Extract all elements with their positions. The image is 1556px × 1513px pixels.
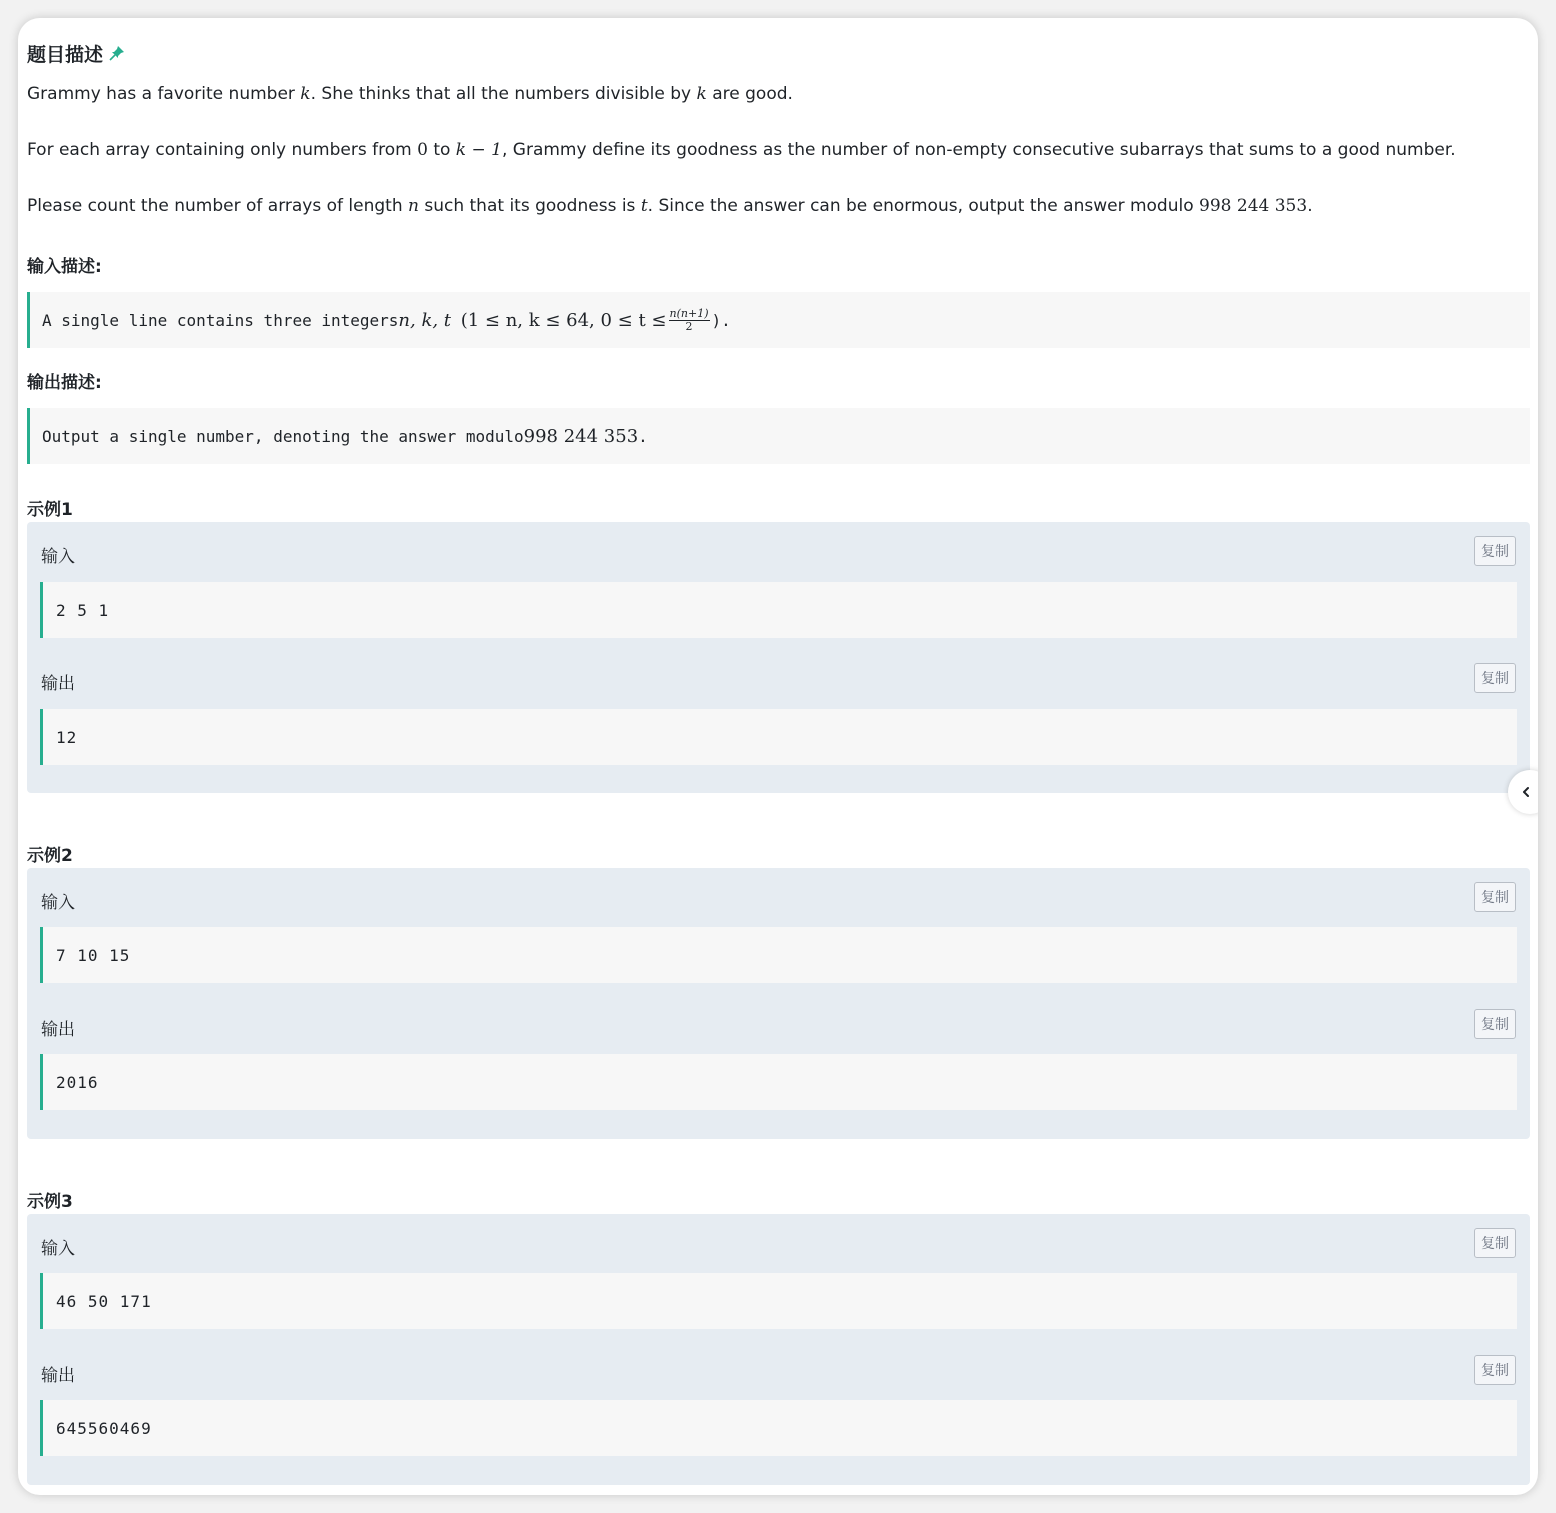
math-var: k − 1 [455,140,502,160]
math-constraint: (1 ≤ n, k ≤ 64, 0 ≤ t ≤ [460,309,667,331]
text: . She thinks that all the numbers divisible by [310,84,697,104]
collapse-panel-button[interactable] [1508,770,1538,814]
text: . [1307,196,1313,216]
description-paragraph-2 [27,138,1456,162]
text: , Grammy define its goodness as the number of non-empty consecutive subarrays that sums to a good number. [501,140,1456,160]
math-var: n [408,196,419,216]
example-input-code: 46 50 171 [40,1273,1517,1329]
example-input-label: 输入 [41,547,75,567]
text: ). [711,310,731,330]
example-output-label: 输出 [41,674,75,694]
example-output-code: 2016 [40,1054,1517,1110]
example-output-label: 输出 [41,1366,75,1386]
copy-input-button[interactable]: 复制 [1474,1228,1516,1258]
math-var: k [696,84,707,104]
example-output-code: 645560469 [40,1400,1517,1456]
fraction-denominator: 2 [685,319,693,333]
text: such that its goodness is [418,196,641,216]
copy-output-button[interactable]: 复制 [1474,1355,1516,1385]
output-description-box [27,408,1530,464]
copy-output-button[interactable]: 复制 [1474,663,1516,693]
input-description-text: A single line contains three integers [42,310,399,330]
example-input-label: 输入 [41,1239,75,1259]
math-vars: n, k, t [398,309,452,331]
example-output-code: 12 [40,709,1517,765]
problem-card [18,18,1538,1495]
math-var: 0 [417,140,428,160]
pin-icon[interactable] [109,45,125,61]
text: For each array containing only numbers from [27,140,418,160]
copy-output-button[interactable]: 复制 [1474,1009,1516,1039]
output-description-text: Output a single number, denoting the answer modulo [42,426,524,446]
example-block [27,1214,1530,1485]
description-paragraph-1 [27,82,793,106]
example-label: 示例3 [27,1192,73,1212]
chevron-left-icon [1520,783,1532,802]
text: to [427,140,456,160]
copy-input-button[interactable]: 复制 [1474,536,1516,566]
input-description-label: 输入描述: [27,257,102,277]
math-var: t [640,196,648,216]
text: Please count the number of arrays of length [27,196,408,216]
title-row [27,40,125,66]
example-label: 示例1 [27,500,73,520]
text: . [638,426,648,446]
example-label: 示例2 [27,846,73,866]
copy-input-button[interactable]: 复制 [1474,882,1516,912]
math-value: 998 244 353 [523,425,639,447]
example-block [27,522,1530,793]
fraction-numerator: n(n+1) [669,306,709,320]
text: Grammy has a favorite number [27,84,301,104]
math-value: 998 244 353 [1199,196,1308,216]
fraction [669,308,710,333]
example-block [27,868,1530,1139]
text: . Since the answer can be enormous, output the answer modulo [647,196,1200,216]
output-description-label: 输出描述: [27,373,102,393]
page-title: 题目描述 [27,43,104,66]
example-input-label: 输入 [41,893,75,913]
example-input-code: 2 5 1 [40,582,1517,638]
description-paragraph-3 [27,194,1313,218]
example-output-label: 输出 [41,1020,75,1040]
input-description-box [27,292,1530,348]
text: are good. [706,84,793,104]
example-input-code: 7 10 15 [40,927,1517,983]
math-var: k [300,84,311,104]
